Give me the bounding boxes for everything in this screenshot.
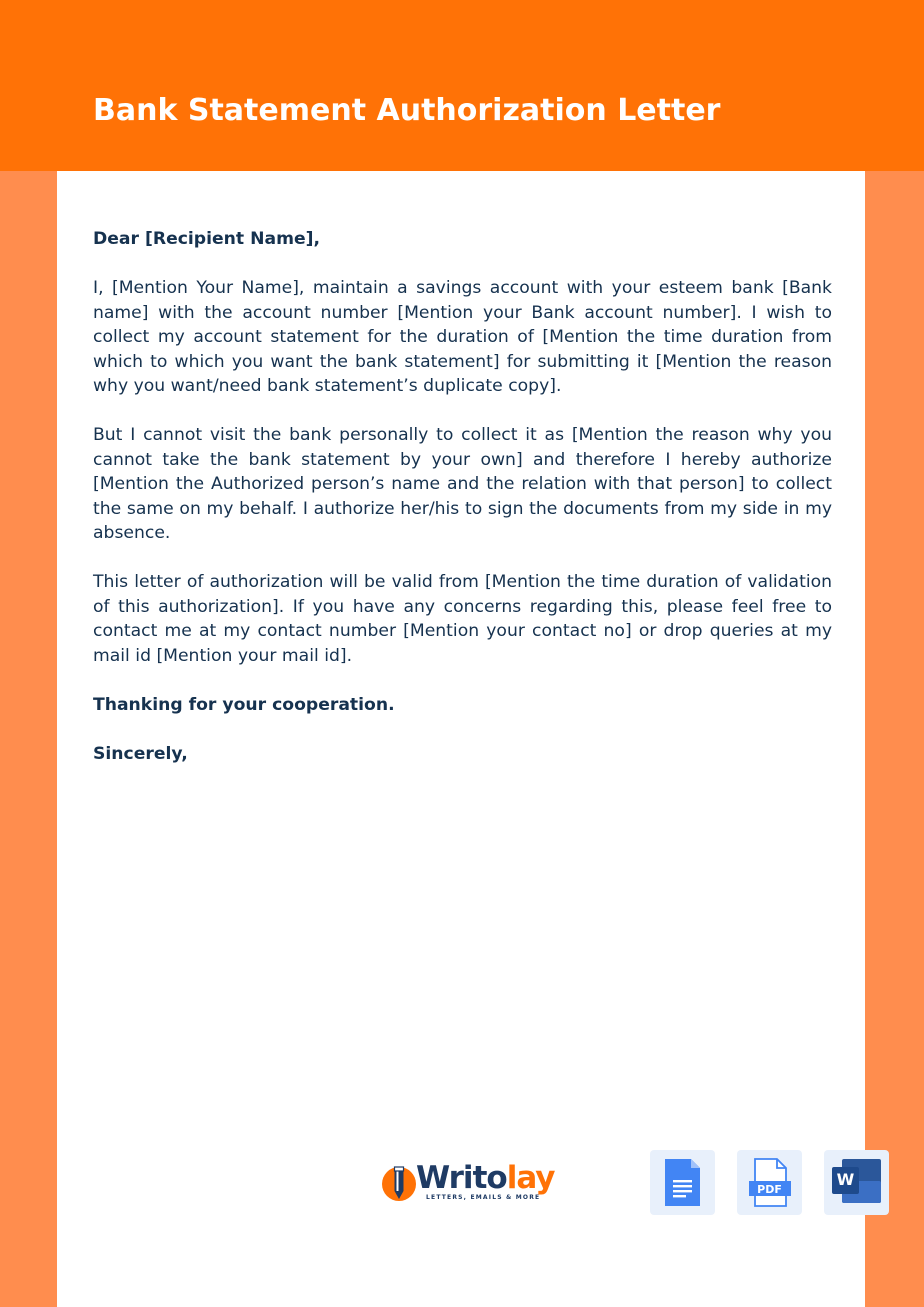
brand-name-part1: Writo <box>416 1160 507 1196</box>
writolay-logo[interactable] <box>381 1160 565 1205</box>
letter-closing: Sincerely, <box>93 743 188 764</box>
letter-salutation: Dear [Recipient Name], <box>93 229 321 249</box>
letter-paragraph-3: This letter of authorization will be valid from [Mention the time duration of validation of this authorization]. If you have any concerns regarding this, please feel free to contact me at my contact number [Mention your contact no] or drop queries at my mail id [Mention your mail id]. <box>93 572 832 666</box>
letter-body <box>93 227 832 791</box>
page-title: Bank Statement Authorization Letter <box>93 93 721 128</box>
brand-tagline: LETTERS, EMAILS & MORE <box>426 1194 541 1201</box>
letter-paragraph-2: But I cannot visit the bank personally to collect it as [Mention the reason why you cannot take the bank statement by your own] and therefore I hereby authorize [Mention the Authorized person’s name and the relation with that person] to collect the same on my behalf. I authorize her/his to sign the documents from my side in my absence. <box>93 425 832 543</box>
letter-paragraph-1: I, [Mention Your Name], maintain a savings account with your esteem bank [Bank name] with the account number [Mention your Bank account number]. I wish to collect my account statement for the duration of [Mention the time duration from which to which you want the bank statement] for submitting it [Mention the reason why you want/need bank statement’s duplicate copy]. <box>93 278 832 396</box>
letter-thanks: Thanking for your cooperation. <box>93 694 395 715</box>
footer <box>381 1150 855 1216</box>
pdf-download-button[interactable] <box>737 1150 802 1215</box>
letter-page <box>57 171 865 1307</box>
word-label: W <box>836 1170 855 1189</box>
google-docs-button[interactable] <box>650 1150 715 1215</box>
pdf-label: PDF <box>757 1183 782 1196</box>
word-download-button[interactable] <box>824 1150 889 1215</box>
google-docs-icon <box>650 1150 715 1215</box>
header-banner <box>0 0 924 171</box>
brand-name-part2: lay <box>506 1160 555 1196</box>
pencil-logo-icon <box>381 1165 417 1201</box>
brand-name <box>416 1160 555 1196</box>
